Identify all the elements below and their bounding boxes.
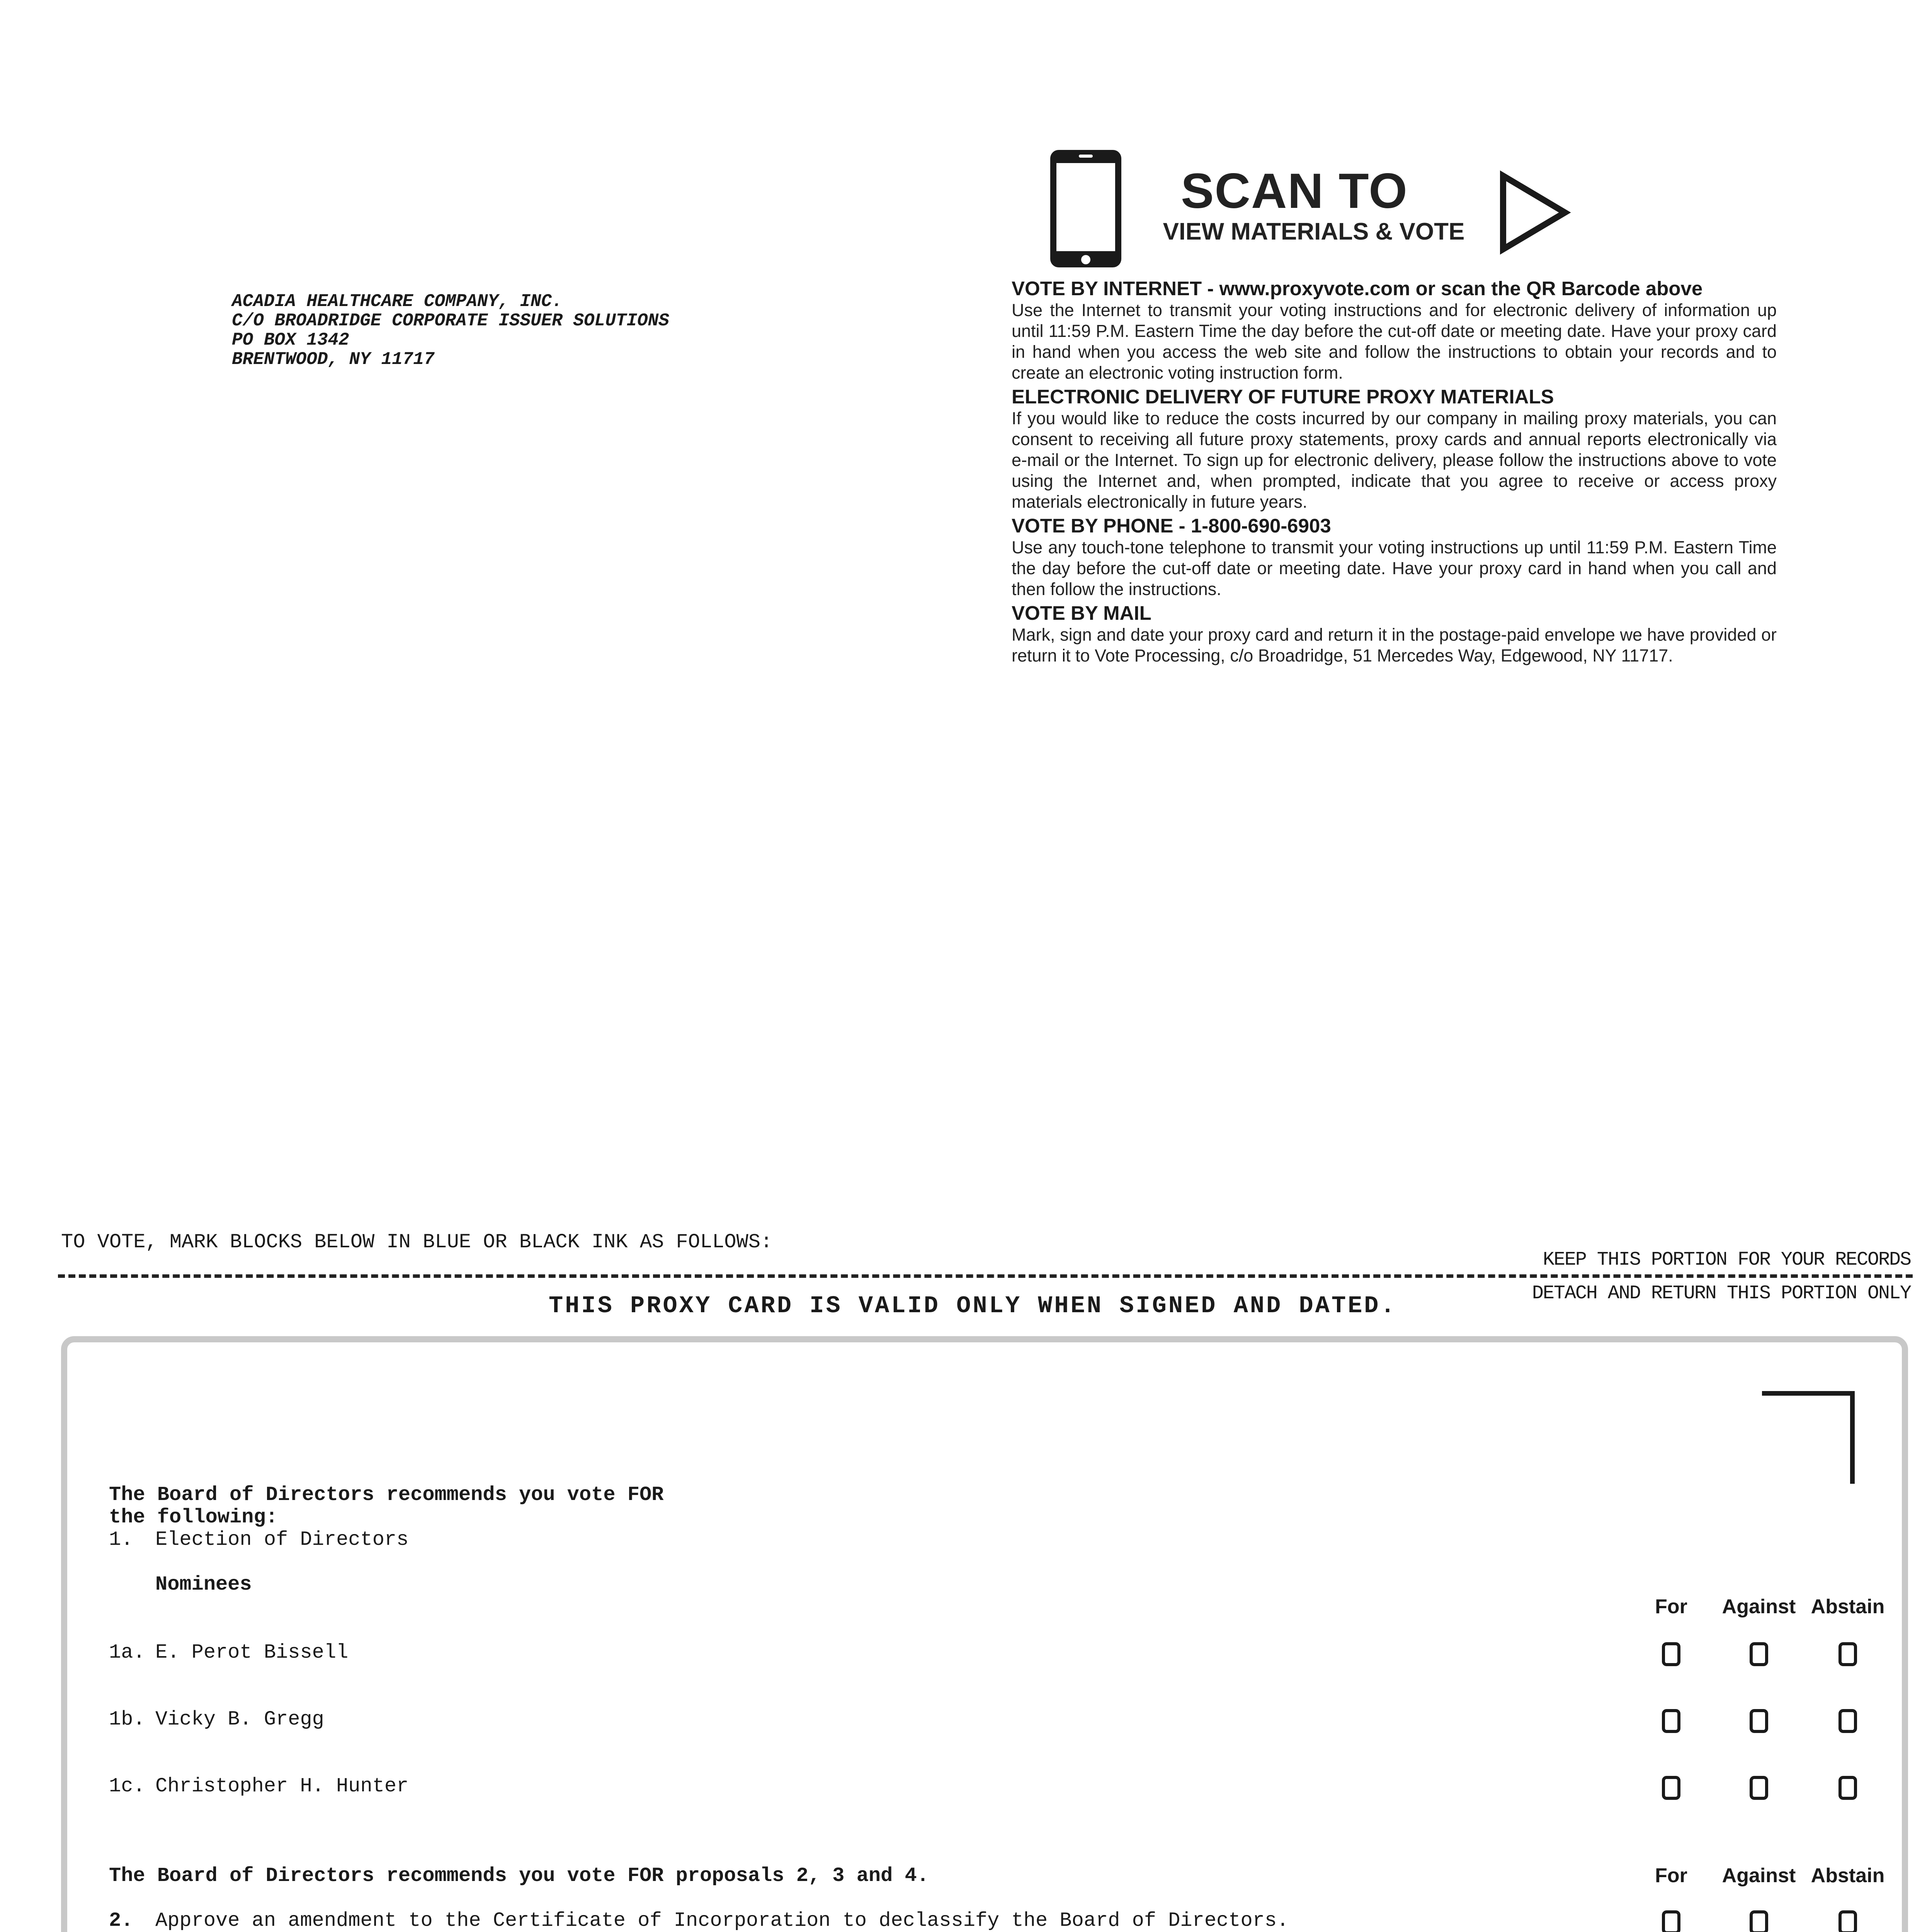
column-abstain: Abstain xyxy=(1811,1595,1885,1618)
vote-phone-heading: VOTE BY PHONE - 1-800-690-6903 xyxy=(1012,515,1331,537)
vote-against-checkbox[interactable] xyxy=(1750,1642,1768,1666)
electronic-delivery-heading: ELECTRONIC DELIVERY OF FUTURE PROXY MATERIALS xyxy=(1012,386,1554,408)
column-against: Against xyxy=(1722,1595,1796,1618)
nominee-id: 1c. xyxy=(109,1775,145,1798)
proposal-number: 2. xyxy=(109,1909,133,1932)
vote-against-checkbox[interactable] xyxy=(1750,1709,1768,1733)
vote-for-checkbox[interactable] xyxy=(1662,1910,1680,1932)
play-triangle-icon xyxy=(1495,170,1573,255)
vote-for-checkbox[interactable] xyxy=(1662,1642,1680,1666)
return-address xyxy=(232,292,889,369)
keep-portion-label: KEEP THIS PORTION FOR YOUR RECORDS xyxy=(1543,1249,1911,1271)
board-recommendation-line: The Board of Directors recommends you vote FOR xyxy=(109,1483,664,1506)
voting-instructions xyxy=(1012,277,1777,668)
board-recommendation-directors xyxy=(109,1484,663,1529)
item-1-number: 1. xyxy=(109,1528,133,1551)
proposal-text xyxy=(155,1910,1289,1932)
scan-to-title: SCAN TO xyxy=(1181,163,1408,219)
column-against: Against xyxy=(1722,1864,1796,1887)
vote-for-checkbox[interactable] xyxy=(1662,1776,1680,1800)
nominees-heading: Nominees xyxy=(155,1573,252,1596)
vote-abstain-checkbox[interactable] xyxy=(1838,1709,1857,1733)
board-recommendation-proposals: The Board of Directors recommends you vote FOR proposals 2, 3 and 4. xyxy=(109,1864,929,1887)
address-line: C/O BROADRIDGE CORPORATE ISSUER SOLUTIONS xyxy=(232,311,669,331)
item-1-label: Election of Directors xyxy=(155,1528,409,1551)
vote-against-checkbox[interactable] xyxy=(1750,1910,1768,1932)
scan-to-subtitle: VIEW MATERIALS & VOTE xyxy=(1163,218,1465,245)
vote-mail-heading: VOTE BY MAIL xyxy=(1012,602,1151,624)
column-for: For xyxy=(1655,1864,1687,1887)
address-line: ACADIA HEALTHCARE COMPANY, INC. xyxy=(232,291,563,311)
smartphone-icon xyxy=(1047,147,1124,270)
vote-phone-body: Use any touch-tone telephone to transmit your voting instructions up until 11:59 P.M. Eastern Time the day before the cut-off date or meeting date. Have your proxy card in hand when you call and then follow the instructions. xyxy=(1012,537,1777,599)
vote-abstain-checkbox[interactable] xyxy=(1838,1776,1857,1800)
nominee-name: Vicky B. Gregg xyxy=(155,1708,324,1731)
electronic-delivery-body: If you would like to reduce the costs incurred by our company in mailing proxy materials, you can consent to receiving all future proxy statements, proxy cards and annual reports electronically via e-mail or the Internet. To sign up for electronic delivery, please follow the instructions above to vote using the Internet and, when prompted, indicate that you agree to receive or access proxy materials electronically in future years. xyxy=(1012,408,1777,512)
vote-abstain-checkbox[interactable] xyxy=(1838,1642,1857,1666)
vote-mail-body: Mark, sign and date your proxy card and return it in the postage-paid envelope we have provided or return it to Vote Processing, c/o Broadridge, 51 Mercedes Way, Edgewood, NY 11717. xyxy=(1012,625,1777,665)
tear-off-line xyxy=(58,1274,1913,1278)
address-line: BRENTWOOD, NY 11717 xyxy=(232,349,435,369)
vote-internet-body: Use the Internet to transmit your voting instructions and for electronic delivery of information up until 11:59 P.M. Eastern Time the day before the cut-off date or meeting date. Have your proxy card in hand when you access the web site and follow the instructions to obtain your records and to create an electronic voting instruction form. xyxy=(1012,300,1777,383)
vote-abstain-checkbox[interactable] xyxy=(1838,1910,1857,1932)
vote-internet-heading: VOTE BY INTERNET - www.proxyvote.com or scan the QR Barcode above xyxy=(1012,277,1703,299)
vote-against-checkbox[interactable] xyxy=(1750,1776,1768,1800)
column-for: For xyxy=(1655,1595,1687,1618)
proposal-text-line: Approve an amendment to the Certificate of Incorporation to declassify the Board of Directors. xyxy=(155,1909,1289,1932)
registration-corner-mark xyxy=(1762,1391,1855,1484)
nominee-id: 1a. xyxy=(109,1641,145,1664)
detach-portion-label: DETACH AND RETURN THIS PORTION ONLY xyxy=(1532,1282,1911,1304)
nominee-id: 1b. xyxy=(109,1708,145,1731)
nominee-name: E. Perot Bissell xyxy=(155,1641,349,1664)
nominee-name: Christopher H. Hunter xyxy=(155,1775,409,1798)
mark-instructions: TO VOTE, MARK BLOCKS BELOW IN BLUE OR BLACK INK AS FOLLOWS: xyxy=(61,1231,773,1253)
column-abstain: Abstain xyxy=(1811,1864,1885,1887)
board-recommendation-line: the following: xyxy=(109,1506,278,1529)
vote-for-checkbox[interactable] xyxy=(1662,1709,1680,1733)
valid-only-notice: THIS PROXY CARD IS VALID ONLY WHEN SIGNED AND DATED. xyxy=(549,1292,1397,1320)
proxy-card xyxy=(61,1336,1908,1932)
address-line: PO BOX 1342 xyxy=(232,330,349,350)
